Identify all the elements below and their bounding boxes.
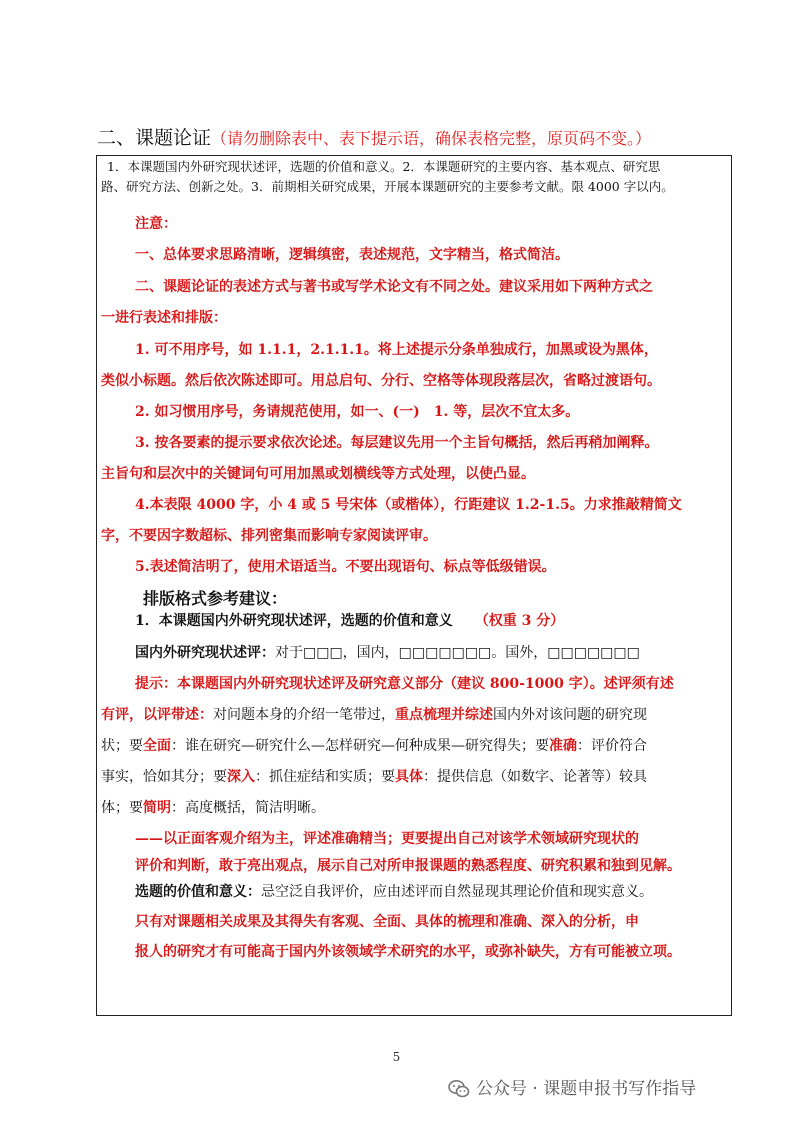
para2-line-b: 评价和判断，敢于亮出观点，展示自己对所申报课题的熟悉程度、研究积累和独到见解。 [135, 858, 681, 874]
note-3a: 1. 可不用序号，如 1.1.1，2.1.1.1。将上述提示分条单独成行，加黑或设为黑体， [135, 342, 658, 358]
tip-b-red: 有评，以评带述： [101, 707, 213, 723]
tip-c-black2: ：谁在研究—研究什么—怎样研究—何种成果—研究得失；要 [171, 738, 549, 754]
tip-d-red: 深入 [227, 769, 255, 785]
intro-line-2: 路、研究方法、创新之处。3．前期相关研究成果，开展本课题研究的主要参考文献。限 4000 字以内。 [101, 179, 674, 194]
format-title: 排版格式参考建议： [143, 589, 288, 608]
para2-line-a: ——以正面客观介绍为主，评述准确精当；更要提出自己对该学术领域研究现状的 [135, 831, 639, 847]
tip-b-black: 对问题本身的介绍一笔带过， [213, 707, 395, 723]
notes-title: 注意： [135, 216, 177, 232]
wechat-icon [448, 1079, 470, 1099]
tip-b-red2: 重点梳理并综述 [395, 707, 493, 723]
note-7: 5.表述简洁明了，使用术语适当。不要出现语句、标点等低级错误。 [135, 559, 556, 575]
format-item-1 [135, 610, 769, 630]
tip-d-black3: ：提供信息（如数字、论著等）较具 [423, 769, 647, 785]
tip-e-red: 简明 [143, 800, 171, 816]
watermark [448, 1074, 696, 1104]
tip-label: 提示： [135, 676, 177, 692]
argument-table-cell [96, 155, 732, 1016]
tip-c-black: 状；要 [101, 738, 143, 754]
tip-c-red: 全面 [143, 738, 171, 754]
tip-d-black2: ：抓住症结和实质；要 [255, 769, 395, 785]
note-4: 2. 如习惯用序号，务请规范使用，如一、(一) 1. 等，层次不宜太多。 [135, 404, 580, 420]
note-3b: 类似小标题。然后依次陈述即可。用总启句、分行、空格等体现段落层次，省略过渡语句。 [101, 373, 661, 389]
section-title: 二、课题论证 [97, 127, 212, 149]
tip-line-b [101, 704, 735, 724]
format-item-1-text: 1．本课题国内外研究现状述评，选题的价值和意义 [135, 613, 453, 629]
intro-line-1: 1．本课题国内外研究现状述评，选题的价值和意义。2．本课题研究的主要内容、基本观点、研究思 [107, 159, 661, 174]
tip-d-black: 事实，恰如其分；要 [101, 769, 227, 785]
final-line-b: 报人的研究才有可能高于国内外该领域学术研究的水平，或弥补缺失，方有可能被立项。 [135, 944, 681, 960]
tip-b-black2: 国内外对该问题的研究现 [493, 707, 647, 723]
tip-line-e [101, 797, 735, 817]
note-2a: 二、课题论证的表述方式与著书或写学术论文有不同之处。建议采用如下两种方式之 [135, 279, 653, 295]
note-6b: 字，不要因字数超标、排列密集而影响专家阅读评审。 [101, 528, 437, 544]
final-line-a: 只有对课题相关成果及其得失有客观、全面、具体的梳理和准确、深入的分析，申 [135, 914, 639, 930]
watermark-text: 公众号 · 课题申报书写作指导 [476, 1079, 697, 1099]
tip-e-black: 体；要 [101, 800, 143, 816]
status-label: 国内外研究现状述评： [135, 645, 275, 661]
format-item-1-weight: （权重 3 分） [474, 613, 565, 629]
tip-line-c [101, 735, 735, 755]
value-label: 选题的价值和意义： [135, 884, 261, 900]
tip-d-red2: 具体 [395, 769, 423, 785]
tip-e-black2: ：高度概括，简洁明晰。 [171, 800, 325, 816]
tip-line-d [101, 766, 735, 786]
tip-c-red2: 准确 [549, 738, 577, 754]
section-heading [97, 121, 787, 155]
note-5b: 主旨句和层次中的关键词句可用加黑或划横线等方式处理，以使凸显。 [101, 466, 535, 482]
note-2b: 一进行表述和排版： [101, 310, 227, 326]
status-line [135, 642, 769, 662]
note-5a: 3. 按各要素的提示要求依次论述。每层建议先用一个主旨句概括，然后再稍加阐释。 [135, 435, 659, 451]
status-text: 对于□□□，国内，□□□□□□□。国外，□□□□□□□ [275, 645, 640, 661]
tip-text-a: 本课题国内外研究现状述评及研究意义部分（建议 800-1000 字）。述评须有述 [177, 676, 674, 692]
page-number: 5 [392, 1050, 401, 1064]
tip-c-black3: ：评价符合 [577, 738, 647, 754]
value-text: 忌空泛自我评价，应由述评而自然显现其理论价值和现实意义。 [261, 884, 653, 900]
value-line [135, 881, 769, 901]
tip-line-a [135, 673, 769, 693]
note-6a: 4.本表限 4000 字，小 4 或 5 号宋体（或楷体），行距建议 1.2-1.5。力求推敲精简文 [135, 497, 682, 513]
note-1: 一、总体要求思路清晰，逻辑缜密，表述规范，文字精当，格式简洁。 [135, 247, 569, 263]
section-note: （请勿删除表中、表下提示语，确保表格完整，原页码不变。） [211, 129, 652, 148]
